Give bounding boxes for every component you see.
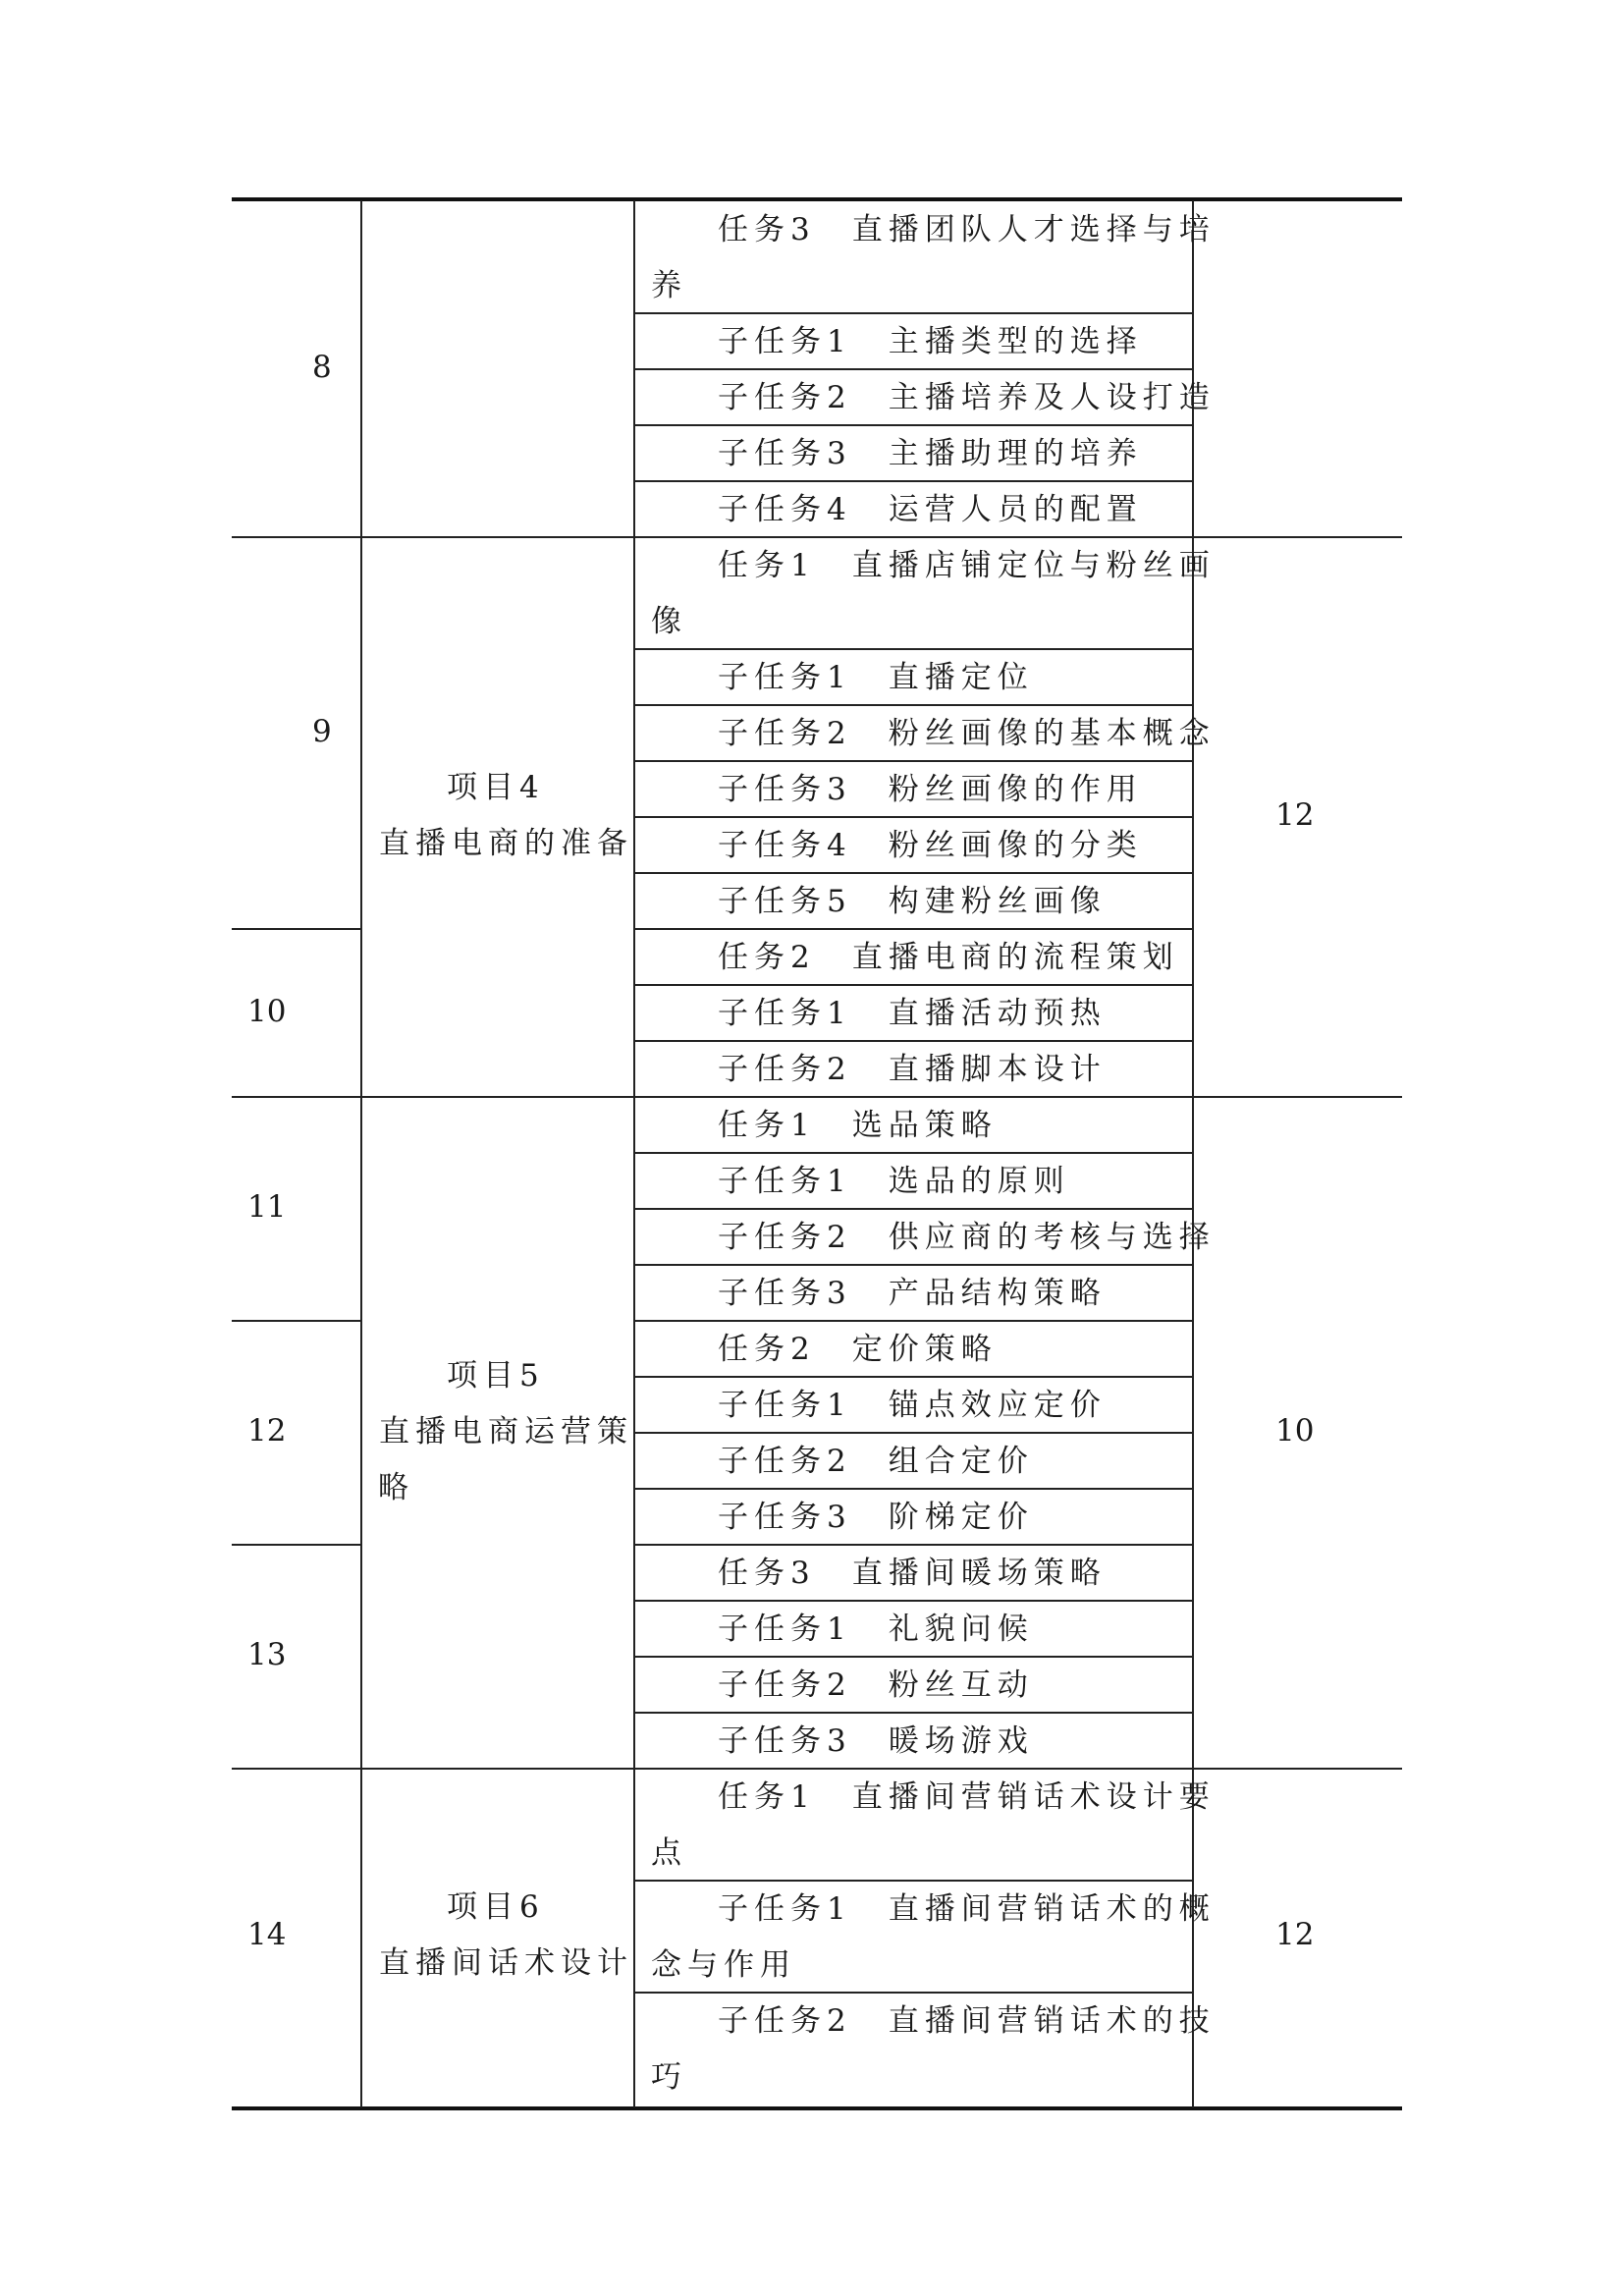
subtask-title: 子任务1 选品的原则 [718, 1164, 1070, 1199]
hours-divider [1192, 536, 1402, 538]
task-divider [633, 1544, 1192, 1546]
task-title: 任务1 直播店铺定位与粉丝画 [718, 548, 1216, 583]
task-divider [633, 424, 1192, 426]
project-divider [360, 536, 633, 538]
task-divider [633, 760, 1192, 762]
week-number: 12 [247, 1413, 287, 1449]
subtask-title: 子任务1 锚点效应定价 [718, 1388, 1107, 1423]
task-divider [633, 480, 1192, 482]
week-number: 9 [312, 713, 332, 749]
hours-divider [1192, 1096, 1402, 1098]
task-title: 像 [651, 604, 687, 639]
subtask-title: 子任务1 礼貌问候 [718, 1612, 1034, 1647]
column-divider [633, 200, 635, 2107]
class-hours: 12 [1275, 797, 1315, 833]
task-divider [633, 704, 1192, 706]
task-divider [633, 312, 1192, 314]
row-divider [232, 536, 360, 538]
project-title: 项目5 [447, 1357, 545, 1394]
class-hours: 10 [1275, 1413, 1315, 1449]
task-divider [633, 1040, 1192, 1042]
project-divider [360, 1096, 633, 1098]
task-divider [633, 368, 1192, 370]
task-divider [633, 1432, 1192, 1434]
task-title: 任务3 直播团队人才选择与培 [718, 212, 1216, 247]
row-divider [232, 1544, 360, 1546]
project-title: 直播电商运营策 [379, 1413, 633, 1449]
column-divider [360, 200, 362, 2107]
column-divider [1192, 200, 1194, 2107]
row-divider [232, 1096, 360, 1098]
subtask-title: 子任务1 直播活动预热 [718, 996, 1107, 1031]
project-title: 略 [378, 1469, 414, 1505]
week-number: 8 [312, 350, 332, 385]
project-title: 直播电商的准备 [379, 826, 633, 861]
subtask-title: 子任务2 粉丝画像的基本概念 [718, 716, 1216, 751]
subtask-title: 念与作用 [651, 1947, 796, 1983]
subtask-title: 子任务2 组合定价 [718, 1444, 1034, 1479]
row-divider [232, 928, 360, 930]
subtask-title: 子任务2 直播间营销话术的技 [718, 2003, 1216, 2039]
subtask-title: 子任务1 主播类型的选择 [718, 324, 1143, 359]
project-title: 直播间话术设计 [379, 1945, 633, 1981]
row-divider [232, 1320, 360, 1322]
task-divider [633, 816, 1192, 818]
task-divider [633, 1320, 1192, 1322]
subtask-title: 子任务3 产品结构策略 [718, 1276, 1107, 1311]
class-hours: 12 [1275, 1917, 1315, 1952]
subtask-title: 子任务2 直播脚本设计 [718, 1052, 1107, 1087]
task-divider [633, 928, 1192, 930]
task-divider [633, 1656, 1192, 1658]
task-divider [633, 1376, 1192, 1378]
task-divider [633, 1600, 1192, 1602]
subtask-title: 子任务3 阶梯定价 [718, 1500, 1034, 1535]
task-title: 任务2 定价策略 [718, 1332, 998, 1367]
subtask-title: 子任务4 运营人员的配置 [718, 492, 1143, 527]
subtask-title: 巧 [651, 2059, 687, 2095]
subtask-title: 子任务2 主播培养及人设打造 [718, 380, 1216, 415]
subtask-title: 子任务1 直播定位 [718, 660, 1034, 695]
subtask-title: 子任务2 粉丝互动 [718, 1667, 1034, 1703]
task-divider [633, 984, 1192, 986]
task-divider [633, 1712, 1192, 1714]
project-title: 项目6 [447, 1889, 545, 1925]
project-title: 项目4 [447, 770, 545, 805]
task-divider [633, 1264, 1192, 1266]
task-divider [633, 872, 1192, 874]
task-divider [633, 1096, 1192, 1098]
subtask-title: 子任务1 直播间营销话术的概 [718, 1891, 1216, 1927]
task-divider [633, 536, 1192, 538]
subtask-title: 子任务3 暖场游戏 [718, 1723, 1034, 1759]
table-bottom-rule [232, 2106, 1402, 2110]
task-title: 养 [651, 268, 687, 303]
row-divider [232, 1768, 360, 1770]
task-divider [633, 1208, 1192, 1210]
hours-divider [1192, 1768, 1402, 1770]
subtask-title: 子任务2 供应商的考核与选择 [718, 1220, 1216, 1255]
task-divider [633, 1768, 1192, 1770]
task-divider [633, 1488, 1192, 1490]
week-number: 10 [247, 993, 287, 1029]
subtask-title: 子任务5 构建粉丝画像 [718, 884, 1107, 919]
week-number: 11 [247, 1189, 287, 1225]
task-title: 任务1 选品策略 [718, 1108, 998, 1143]
week-number: 13 [247, 1637, 287, 1672]
subtask-title: 子任务3 粉丝画像的作用 [718, 772, 1143, 807]
table-top-rule [232, 197, 1402, 201]
project-divider [360, 1768, 633, 1770]
task-divider [633, 648, 1192, 650]
task-title: 点 [651, 1835, 687, 1871]
task-divider [633, 1880, 1192, 1882]
task-title: 任务1 直播间营销话术设计要 [718, 1779, 1216, 1815]
task-divider [633, 1152, 1192, 1154]
task-title: 任务3 直播间暖场策略 [718, 1556, 1107, 1591]
task-title: 任务2 直播电商的流程策划 [718, 940, 1179, 975]
week-number: 14 [247, 1917, 287, 1952]
subtask-title: 子任务3 主播助理的培养 [718, 436, 1143, 471]
subtask-title: 子任务4 粉丝画像的分类 [718, 828, 1143, 863]
task-divider [633, 1992, 1192, 1994]
